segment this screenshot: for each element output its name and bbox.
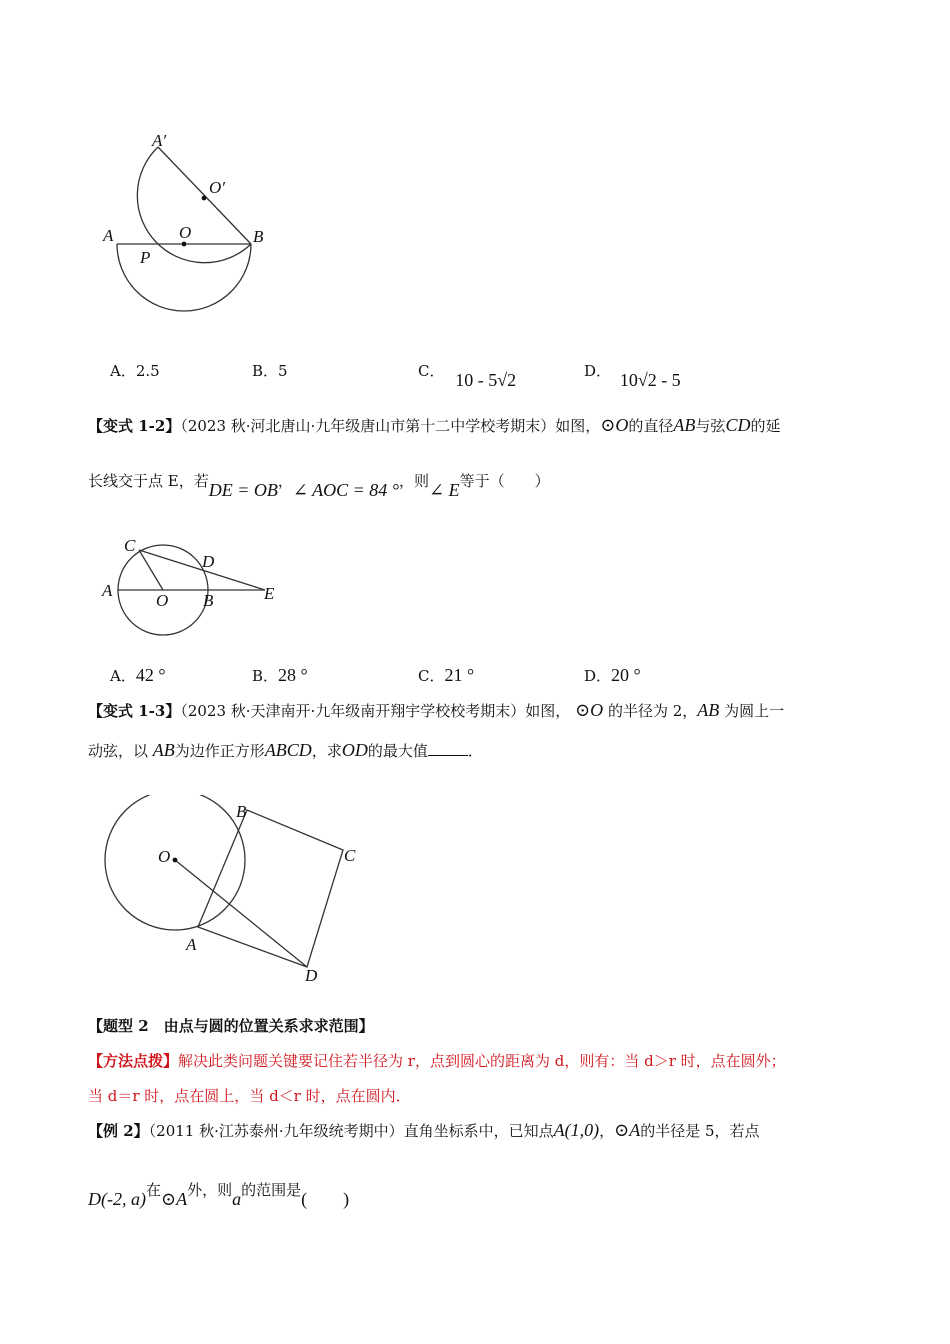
label-o: O [156,591,169,610]
label-o: O [158,847,171,866]
label-c: C [344,846,356,865]
figure-semicircles [95,125,285,320]
q1-2-line1: 【变式 1-2】（2023 秋·河北唐山·九年级唐山市第十二中学校考期末）如图，⊙O的直径AB与弦CD的延 [88,415,781,435]
label-o: O [179,223,192,242]
q1-3-line1: 【变式 1-3】（2023 秋·天津南开·九年级南开翔宇学校校考期末）如图， ⊙O 的半径为 2，AB 为圆上一 [88,700,785,720]
diameter-a-prime-b [158,147,251,244]
upper-semicircle [137,147,251,263]
figure-circle-secant [95,535,295,640]
q1-2-option-b: B．28 ° [252,665,308,685]
q1-3-line2: 动弦，以 AB为边作正方形ABCD，求OD的最大值 ． [88,740,483,760]
q1-1-option-b: B．5 [252,362,288,380]
label-o-prime: O′ [209,178,225,197]
q1-1-option-c: C． 10 - 5√2 [418,362,517,390]
label-a: A [102,581,113,600]
label-b: B [203,591,214,610]
lower-semicircle [117,244,251,311]
square-abcd [198,810,343,967]
label-e: E [264,584,275,603]
q1-1-option-a: A．2.5 [110,362,160,380]
label-p: P [140,248,151,267]
q1-2-option-c: C．21 ° [418,665,475,685]
label-b: B [253,227,264,246]
label-b: B [236,802,247,821]
label-a-prime: A′ [152,131,167,150]
q1-1-option-d: D． 10√2 - 5 [584,362,681,390]
label-d: D [305,966,318,985]
section-2-heading: 【题型 2 由点与圆的位置关系求求范围】 [88,1017,374,1035]
label-a: A [186,935,197,954]
point-o-prime [202,196,207,201]
q1-2-line2: 长线交于点 E，若DE = OB，∠ AOC = 84 °，则∠ E等于（ ） [88,472,550,500]
label-d: D [202,552,215,571]
label-a: A [103,226,114,245]
circle-o [105,795,245,930]
point-o [173,858,178,863]
example-2-line1: 【例 2】（2011 秋·江苏泰州·九年级统考期中）直角坐标系中，已知点A(1,0)，⊙A的半径是 5，若点 [88,1120,760,1140]
q1-2-option-a: A．42 ° [110,665,166,685]
figure-circle-square [95,795,375,990]
label-c: C [124,536,136,555]
method-line1: 【方法点拨】解决此类问题关键要记住若半径为 r，点到圆心的距离为 d，则有：当 d＞r 时，点在圆外； [88,1052,786,1070]
method-line2: 当 d＝r 时，点在圆上，当 d＜r 时，点在圆内． [88,1087,411,1105]
point-o [182,242,187,247]
answer-blank[interactable] [428,741,468,756]
q1-2-option-d: D．20 ° [584,665,641,685]
example-2-line2: D(-2, a)在⊙A外，则a的范围是( ) [88,1181,350,1209]
